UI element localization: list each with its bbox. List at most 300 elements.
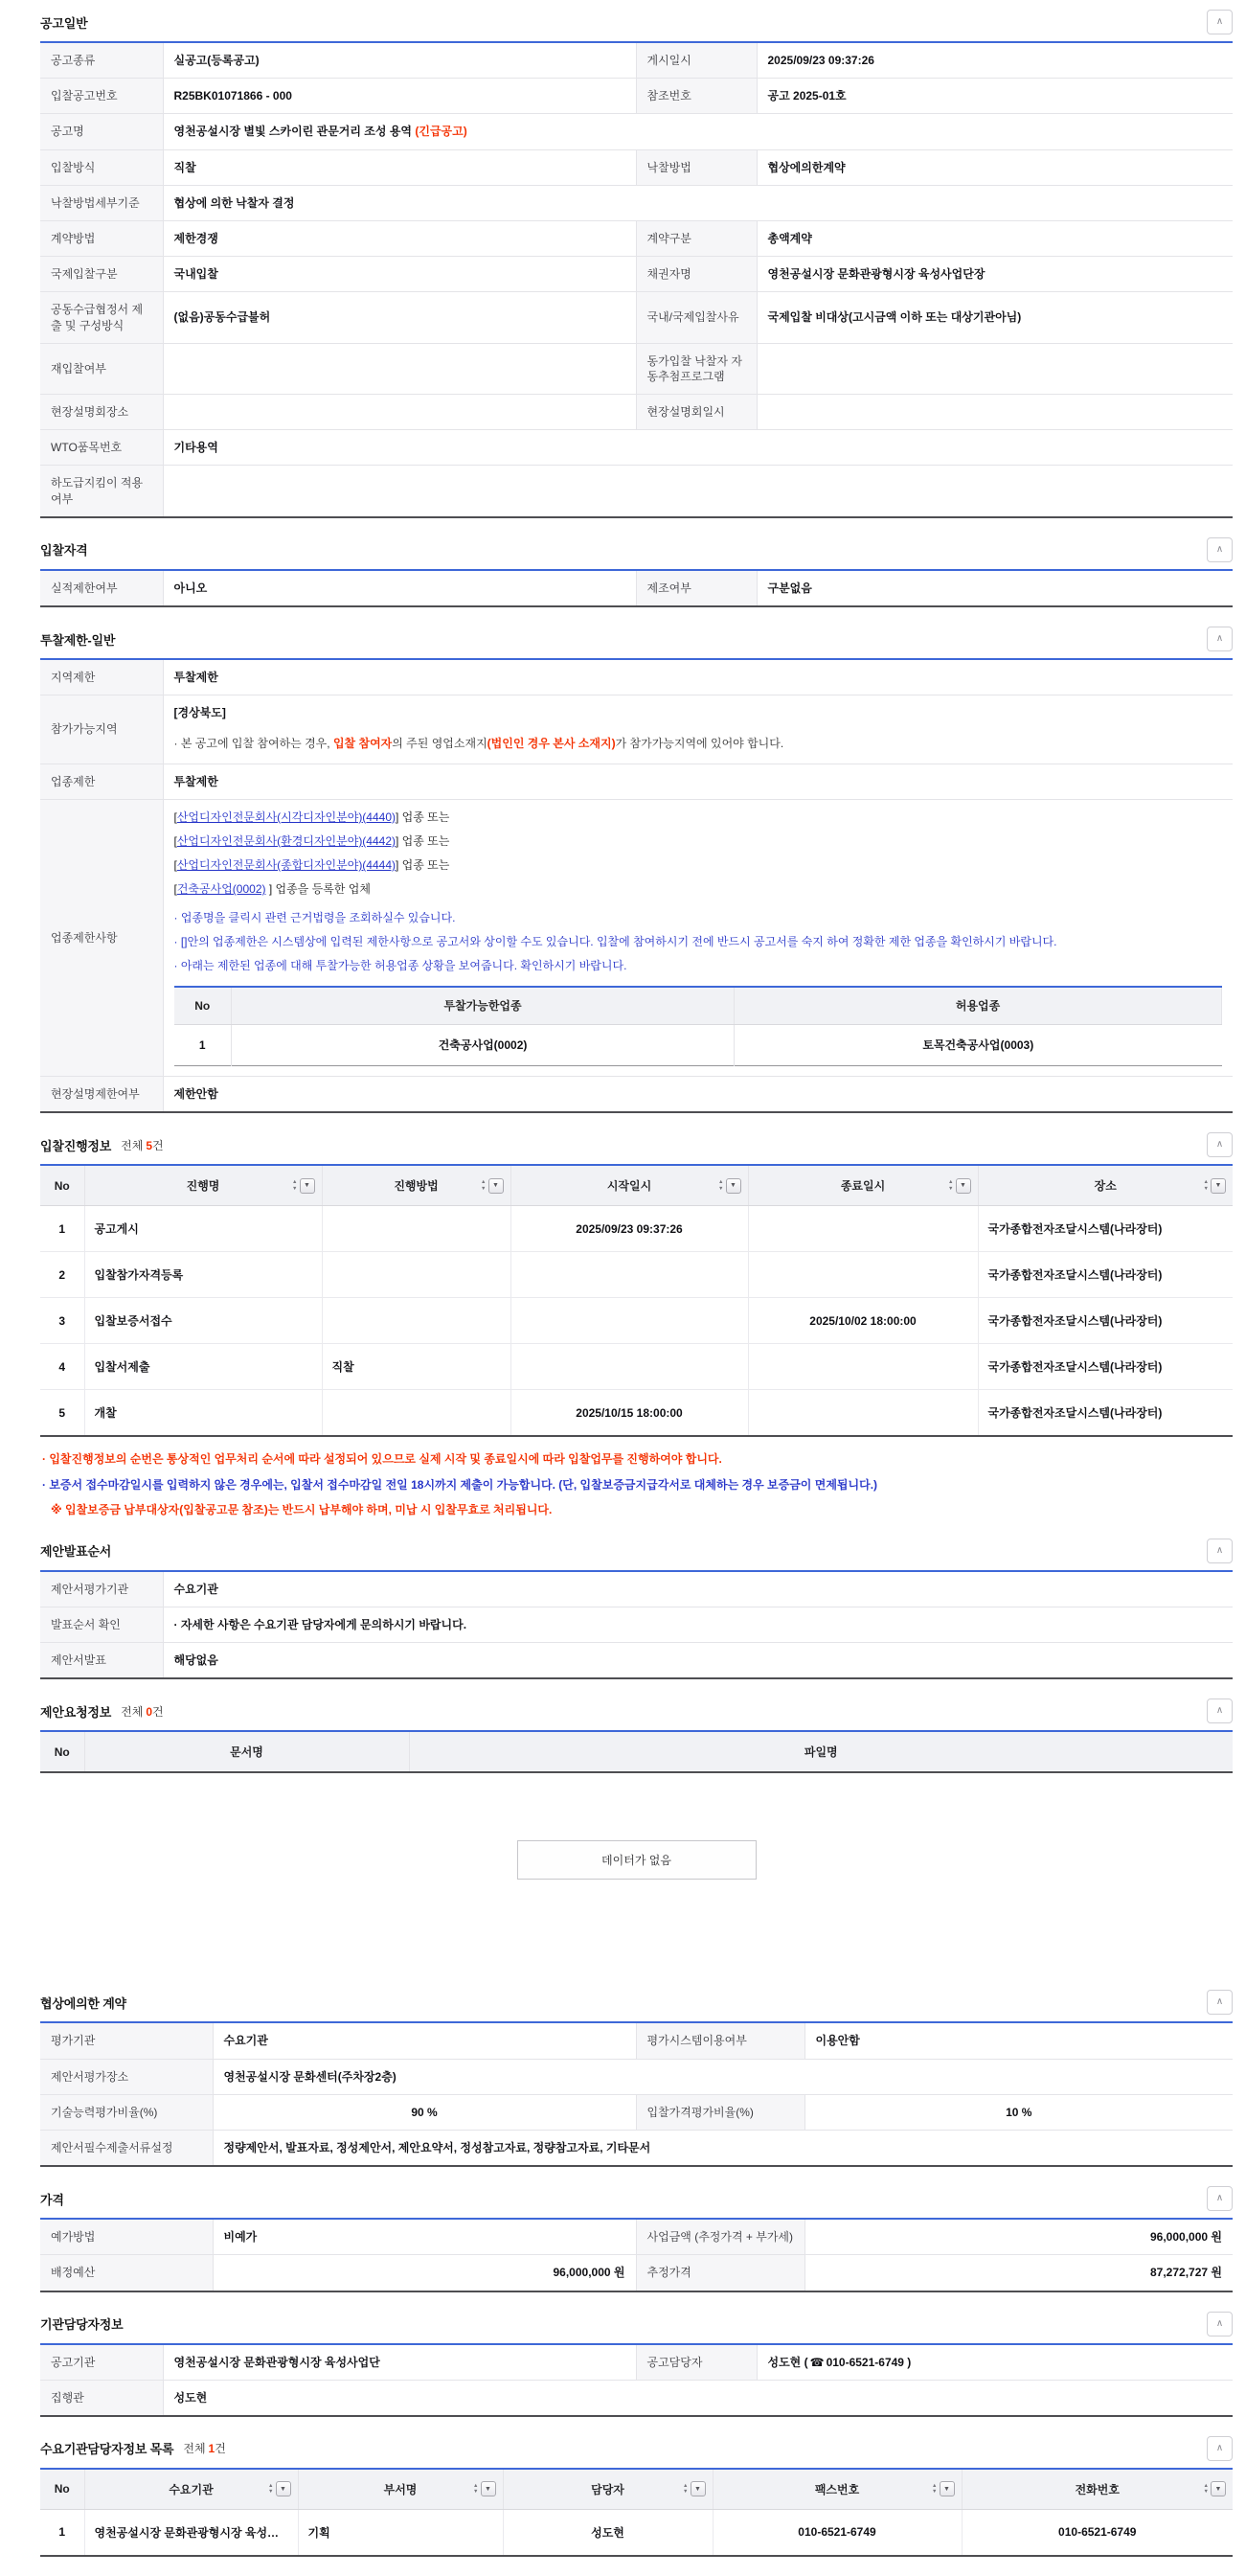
- field-label: 국내/국제입찰사유: [636, 292, 757, 343]
- sort-arrows-icon[interactable]: ▲ ▼: [292, 1179, 298, 1192]
- table-row: [40, 2380, 1233, 2416]
- field-label: 배정예산: [40, 2255, 213, 2291]
- section-rfp-info: [40, 1698, 1233, 1880]
- field-label: 참가가능지역: [40, 695, 163, 764]
- field-label: 집행관: [40, 2380, 163, 2416]
- allowed-region: [경상북도]: [173, 706, 226, 720]
- count-number: 1: [208, 2442, 215, 2456]
- count-unit: 건: [215, 2442, 226, 2456]
- collapse-section-button[interactable]: [1207, 2186, 1233, 2211]
- license-suffix: ] 업종을 등록한 업체: [265, 882, 371, 897]
- field-value: 정량제안서, 발표자료, 정성제안서, 제안요약서, 정성참고자료, 정량참고자료, 기타문서: [213, 2130, 1233, 2166]
- field-label: 현장설명제한여부: [40, 1076, 163, 1112]
- field-value: 87,272,727 원: [804, 2255, 1233, 2291]
- chevron-up-icon: ∧: [1215, 2193, 1224, 2204]
- allowed-industry: 토목건축공사업(0003): [735, 1024, 1222, 1065]
- field-label: 동가입찰 낙찰자 자동추첨프로그램: [636, 343, 757, 394]
- filter-dropdown-icon[interactable]: ▼: [691, 2481, 706, 2496]
- section-title: 투찰제한-일반: [40, 632, 116, 648]
- table-row: [40, 2219, 1233, 2255]
- end-datetime: [748, 1206, 978, 1252]
- phone-icon: ☎: [809, 2355, 825, 2369]
- filter-dropdown-icon[interactable]: ▼: [940, 2481, 955, 2496]
- place: 국가종합전자조달시스템(나라장터): [978, 1390, 1233, 1437]
- filter-dropdown-icon[interactable]: ▼: [481, 2481, 496, 2496]
- field-value: 투찰제한: [173, 671, 218, 684]
- place: 국가종합전자조달시스템(나라장터): [978, 1206, 1233, 1252]
- column-header-step-name: 진행명 ▲ ▼ ▼: [84, 1165, 322, 1206]
- section-title: 입찰진행정보: [40, 1138, 112, 1153]
- table-row: [40, 1643, 1233, 1679]
- contact-phone: 010-6521-6749 ): [826, 2355, 912, 2369]
- table-row: [40, 1076, 1233, 1112]
- field-label: WTO품목번호: [40, 430, 163, 466]
- table-row: [40, 1298, 1233, 1344]
- collapse-section-button[interactable]: [1207, 1539, 1233, 1563]
- sort-arrows-icon[interactable]: ▲ ▼: [1203, 2483, 1209, 2496]
- license-requirement: [174, 881, 1223, 897]
- demand-agency: 영천공설시장 문화관광형시장 육성…: [84, 2509, 298, 2556]
- table-row: [40, 2344, 1233, 2381]
- filter-dropdown-icon[interactable]: ▼: [300, 1178, 315, 1194]
- field-label: 실적제한여부: [40, 570, 163, 606]
- table-row: [40, 430, 1233, 466]
- step-method: [322, 1252, 510, 1298]
- field-value: [163, 114, 1233, 149]
- license-suffix: ] 업종 또는: [396, 833, 450, 848]
- phone-number: 010-6521-6749: [962, 2509, 1233, 2556]
- field-label: 사업금액 (추정가격 + 부가세): [636, 2219, 804, 2255]
- step-name: 입찰서제출: [84, 1344, 322, 1390]
- column-header-step-method: 진행방법 ▲ ▼ ▼: [322, 1165, 510, 1206]
- field-value: [757, 343, 1233, 394]
- collapse-section-button[interactable]: [1207, 2436, 1233, 2461]
- chevron-up-icon: ∧: [1215, 1139, 1224, 1151]
- sort-control: [683, 2481, 705, 2496]
- filter-dropdown-icon[interactable]: ▼: [956, 1178, 971, 1194]
- step-method: [322, 1390, 510, 1437]
- collapse-section-button[interactable]: [1207, 1132, 1233, 1157]
- field-value: 수요기관: [173, 1582, 218, 1596]
- table-row: [174, 1024, 1222, 1065]
- field-label: 업종제한사항: [40, 799, 163, 1076]
- field-label: 제안서발표: [40, 1643, 163, 1679]
- table-row: [40, 466, 1233, 517]
- table-row: [40, 570, 1233, 606]
- field-value: 수요기관: [223, 2034, 268, 2048]
- field-label: 입찰방식: [40, 149, 163, 185]
- note-highlight: (법인인 경우 본사 소재지): [487, 737, 616, 751]
- field-value: [757, 2344, 1233, 2381]
- row-number: 5: [40, 1390, 84, 1437]
- license-suffix: ] 업종 또는: [396, 858, 450, 873]
- table-row: [40, 79, 1233, 114]
- license-requirement: [174, 833, 1223, 849]
- step-method: [322, 1206, 510, 1252]
- step-method: [322, 1298, 510, 1344]
- field-label: 공고명: [40, 114, 163, 149]
- sort-control: [932, 2481, 954, 2496]
- field-value: 96,000,000 원: [213, 2255, 636, 2291]
- sort-arrows-icon[interactable]: ▲ ▼: [473, 2483, 479, 2496]
- note-red: ※ 입찰보증금 납부대상자(입찰공고문 참조)는 반드시 납부해야 하며, 미납 시 입찰무효로 처리됩니다.: [51, 1503, 553, 1517]
- presentation-table: [40, 1570, 1233, 1680]
- row-number: 3: [40, 1298, 84, 1344]
- table-header-row: [40, 2469, 1233, 2510]
- field-label: 게시일시: [636, 42, 757, 79]
- industry-note: · 업종명을 클릭시 관련 근거법령을 조회하실수 있습니다.: [173, 910, 456, 924]
- table-row: [40, 2255, 1233, 2291]
- total-label: 전체: [183, 2442, 206, 2456]
- field-label: 국제입찰구분: [40, 257, 163, 292]
- column-header-demand-agency: 수요기관 ▲ ▼ ▼: [84, 2469, 298, 2510]
- field-label: 지역제한: [40, 659, 163, 695]
- section-bid-progress: [40, 1132, 1233, 1519]
- sort-arrows-icon[interactable]: ▲ ▼: [683, 2483, 689, 2496]
- column-header-contact-person: 담당자 ▲ ▼ ▼: [503, 2469, 713, 2510]
- start-datetime: 2025/09/23 09:37:26: [510, 1206, 748, 1252]
- bracket: [: [173, 833, 177, 848]
- section-title: 가격: [40, 2192, 64, 2207]
- section-general-notice: [40, 10, 1233, 518]
- table-row: [40, 2130, 1233, 2166]
- end-datetime: 2025/10/02 18:00:00: [748, 1298, 978, 1344]
- table-row: [40, 42, 1233, 79]
- place: 국가종합전자조달시스템(나라장터): [978, 1344, 1233, 1390]
- field-label: 낙찰방법: [636, 149, 757, 185]
- industry-restriction-detail: [163, 799, 1233, 1076]
- start-datetime: 2025/10/15 18:00:00: [510, 1390, 748, 1437]
- chevron-up-icon: ∧: [1215, 1544, 1224, 1556]
- field-label: 제안서평가기관: [40, 1571, 163, 1607]
- table-row: [40, 1206, 1233, 1252]
- demand-agency-contact-table: [40, 2468, 1233, 2557]
- bid-progress-notes: [42, 1450, 1231, 1519]
- field-value: [163, 695, 1233, 764]
- field-value: 직찰: [163, 149, 636, 185]
- end-datetime: [748, 1252, 978, 1298]
- sort-control: [718, 1178, 740, 1194]
- bracket: [: [173, 882, 177, 897]
- field-value: 협상에 의한 낙찰자 결정: [163, 185, 1233, 220]
- column-header-biddable-industry: 투찰가능한업종: [232, 987, 735, 1025]
- column-header-file-name: 파일명: [409, 1731, 1233, 1772]
- note-text: 의 주된 영업소재지: [392, 737, 487, 751]
- bid-progress-table: [40, 1164, 1233, 1437]
- sort-arrows-icon[interactable]: ▲ ▼: [932, 2483, 938, 2496]
- region-note: [174, 736, 1223, 751]
- total-count: [121, 1703, 163, 1720]
- field-label: 공고종류: [40, 42, 163, 79]
- contact-person: 성도현: [503, 2509, 713, 2556]
- filter-dropdown-icon[interactable]: ▼: [726, 1178, 741, 1194]
- table-row: [40, 799, 1233, 1076]
- section-price: [40, 2186, 1233, 2291]
- field-value: 영천공설시장 문화관광형시장 육성사업단장: [757, 257, 1233, 292]
- column-header-no: No: [40, 1165, 84, 1206]
- field-label: 평가시스템이용여부: [636, 2022, 804, 2059]
- section-header: [40, 2312, 1233, 2337]
- department: 기획: [298, 2509, 503, 2556]
- start-datetime: [510, 1298, 748, 1344]
- industry-note: · 아래는 제한된 업종에 대해 투찰가능한 허용업종 상황을 보여줍니다. 확인하시기 바랍니다.: [173, 958, 627, 972]
- section-title: 입찰자격: [40, 543, 88, 559]
- field-label: 발표순서 확인: [40, 1607, 163, 1643]
- chevron-up-icon: ∧: [1215, 2317, 1224, 2329]
- field-value: 해당없음: [163, 1643, 1233, 1679]
- column-header-phone-number: 전화번호 ▲ ▼ ▼: [962, 2469, 1233, 2510]
- column-header-place: 장소 ▲ ▼ ▼: [978, 1165, 1233, 1206]
- table-row: [40, 695, 1233, 764]
- sort-arrows-icon[interactable]: ▲ ▼: [948, 1179, 954, 1192]
- table-row: [40, 257, 1233, 292]
- sort-control: [948, 1178, 970, 1194]
- table-row: [40, 220, 1233, 256]
- total-label: 전체: [121, 1704, 144, 1719]
- filter-dropdown-icon[interactable]: ▼: [488, 1178, 504, 1194]
- field-label: 업종제한: [40, 764, 163, 799]
- industry-code-link[interactable]: 산업디자인전문회사(종합디자인분야)(4444): [176, 858, 396, 873]
- field-value: 영천공설시장 문화관광형시장 육성사업단: [173, 2355, 380, 2369]
- license-suffix: ] 업종 또는: [396, 809, 450, 824]
- section-header: [40, 10, 1233, 34]
- field-value: [163, 466, 1233, 517]
- general-info-table: [40, 41, 1233, 518]
- start-datetime: [510, 1344, 748, 1390]
- agency-contact-table: [40, 2343, 1233, 2417]
- table-row: [40, 343, 1233, 394]
- note-blue: · 보증서 접수마감일시를 입력하지 않은 경우에는, 입찰서 접수마감일 전일 18시까지 제출이 가능합니다. (단, 입찰보증금지급각서로 대체하는 경우 보증금이 면제됩니다.): [42, 1477, 878, 1492]
- field-value: 투찰제한: [163, 764, 1233, 799]
- table-row: [40, 2059, 1233, 2094]
- field-value: 비예가: [223, 2230, 258, 2245]
- table-row: [40, 1390, 1233, 1437]
- field-value: 공고 2025-01호: [757, 79, 1233, 114]
- note-red: · 입찰진행정보의 순번은 통상적인 업무처리 순서에 따라 설정되어 있으므로 실제 시작 및 종료일시에 따라 입찰업무를 진행하여야 합니다.: [42, 1452, 722, 1467]
- license-requirement: [174, 857, 1223, 873]
- section-header: [40, 1698, 1233, 1723]
- field-value: 실공고(등록공고): [173, 54, 260, 67]
- table-row: [40, 292, 1233, 343]
- end-datetime: [748, 1390, 978, 1437]
- field-value: [163, 395, 636, 430]
- table-row: [40, 764, 1233, 799]
- field-label: 평가기관: [40, 2022, 213, 2059]
- count-number: 0: [146, 1704, 153, 1719]
- field-label: 하도급지킴이 적용여부: [40, 466, 163, 517]
- price-table: [40, 2218, 1233, 2291]
- section-agency-contact: [40, 2312, 1233, 2417]
- column-header-allowed-industry: 허용업종: [735, 987, 1222, 1025]
- bid-notice-detail-page: [40, 0, 1233, 2557]
- place: 국가종합전자조달시스템(나라장터): [978, 1252, 1233, 1298]
- license-requirement: [174, 809, 1223, 825]
- filter-dropdown-icon[interactable]: ▼: [1211, 1178, 1226, 1194]
- end-datetime: [748, 1344, 978, 1390]
- field-label: 제안서평가장소: [40, 2059, 213, 2094]
- field-value: 총액계약: [757, 220, 1233, 256]
- industry-code-link[interactable]: 산업디자인전문회사(환경디자인분야)(4442): [176, 833, 396, 848]
- table-row: [40, 185, 1233, 220]
- field-value: (없음)공동수급불허: [163, 292, 636, 343]
- filter-dropdown-icon[interactable]: ▼: [1211, 2481, 1226, 2496]
- table-row: [40, 2094, 1233, 2130]
- field-value: 국내입찰: [163, 257, 636, 292]
- chevron-up-icon: ∧: [1215, 633, 1224, 644]
- field-value: 제한안함: [163, 1076, 1233, 1112]
- field-value: 2025/09/23 09:37:26: [767, 54, 874, 67]
- notice-name: 영천공설시장 별빛 스카이린 관문거리 조성 용역: [173, 125, 413, 139]
- field-value: 96,000,000 원: [1150, 2230, 1222, 2245]
- field-value: 국제입찰 비대상(고시금액 이하 또는 대상기관아님): [757, 292, 1233, 343]
- field-label: 계약방법: [40, 220, 163, 256]
- note-text: · 본 공고에 입찰 참여하는 경우,: [173, 737, 333, 751]
- table-row: [40, 114, 1233, 149]
- sort-arrows-icon[interactable]: ▲ ▼: [481, 1179, 487, 1192]
- field-label: 추정가격: [636, 2255, 804, 2291]
- urgent-badge: (긴급공고): [415, 125, 467, 139]
- section-header: [40, 1132, 1233, 1157]
- note-highlight: 입찰 참여자: [332, 737, 393, 751]
- column-header-end-datetime: 종료일시 ▲ ▼ ▼: [748, 1165, 978, 1206]
- section-header: [40, 2186, 1233, 2211]
- collapse-section-button[interactable]: [1207, 10, 1233, 34]
- count-unit: 건: [152, 1138, 164, 1152]
- column-header-no: No: [40, 2469, 84, 2510]
- section-title: 기관담당자정보: [40, 2317, 124, 2333]
- sort-arrows-icon[interactable]: ▲ ▼: [718, 1179, 724, 1192]
- table-header-row: [174, 987, 1222, 1025]
- field-label: 재입찰여부: [40, 343, 163, 394]
- field-value: 90 %: [213, 2094, 636, 2130]
- section-negotiated-contract: [40, 1990, 1233, 2167]
- sort-control: [1204, 2481, 1226, 2496]
- section-bid-qualification: [40, 537, 1233, 607]
- column-header-no: No: [174, 987, 232, 1025]
- count-unit: 건: [152, 1704, 164, 1719]
- row-number: 4: [40, 1344, 84, 1390]
- field-value: 아니오: [173, 581, 208, 595]
- sort-arrows-icon[interactable]: ▲ ▼: [1203, 1179, 1209, 1192]
- step-name: 개찰: [84, 1390, 322, 1437]
- table-row: [40, 2022, 1233, 2059]
- table-header-row: [40, 1165, 1233, 1206]
- step-name: 입찰보증서접수: [84, 1298, 322, 1344]
- section-proposal-presentation-order: [40, 1539, 1233, 1680]
- table-row: [40, 1571, 1233, 1607]
- row-number: 1: [58, 2525, 66, 2540]
- collapse-section-button[interactable]: [1207, 627, 1233, 651]
- field-label: 입찰가격평가비율(%): [636, 2094, 804, 2130]
- chevron-up-icon: ∧: [1215, 543, 1224, 555]
- sort-control: [473, 2481, 495, 2496]
- collapse-section-button[interactable]: [1207, 1990, 1233, 2015]
- field-value: [757, 395, 1233, 430]
- column-header-start-datetime: 시작일시 ▲ ▼ ▼: [510, 1165, 748, 1206]
- biddable-industry: 건축공사업(0002): [232, 1024, 735, 1065]
- contact-name: 성도현 (: [767, 2355, 808, 2369]
- field-label: 입찰공고번호: [40, 79, 163, 114]
- section-bidding-restriction: [40, 627, 1233, 1113]
- step-name: 입찰참가자격등록: [84, 1252, 322, 1298]
- industry-note: · []안의 업종제한은 시스템상에 입력된 제한사항으로 공고서와 상이할 수도 있습니다. 입찰에 참여하시기 전에 반드시 공고서를 숙지 하여 정확한 제한 업종을 확인하시기 바랍니다.: [173, 934, 1057, 948]
- bracket: [: [173, 858, 177, 873]
- row-number: 2: [40, 1252, 84, 1298]
- field-label: 공동수급협정서 제출 및 구성방식: [40, 292, 163, 343]
- field-label: 제조여부: [636, 570, 757, 606]
- total-count: [121, 1137, 163, 1153]
- section-title: 공고일반: [40, 15, 88, 31]
- field-label: 공고담당자: [636, 2344, 757, 2381]
- field-value: 이용안함: [815, 2034, 860, 2048]
- collapse-section-button[interactable]: [1207, 537, 1233, 562]
- row-number: 1: [58, 1221, 66, 1236]
- fax-number: 010-6521-6749: [713, 2509, 962, 2556]
- field-label: 기술능력평가비율(%): [40, 2094, 213, 2130]
- industry-notes: [174, 909, 1223, 974]
- section-header: [40, 2436, 1233, 2461]
- restriction-table: [40, 658, 1233, 1113]
- field-value: 10 %: [804, 2094, 1233, 2130]
- no-data-message: 데이터가 없음: [517, 1840, 757, 1880]
- row-number: 1: [198, 1037, 206, 1052]
- table-row: [40, 2509, 1233, 2556]
- table-row: [40, 1344, 1233, 1390]
- chevron-up-icon: ∧: [1215, 1996, 1224, 2008]
- section-title: 협상에의한 계약: [40, 1995, 126, 2011]
- industry-code-link[interactable]: 산업디자인전문회사(시각디자인분야)(4440): [176, 809, 396, 824]
- column-header-fax-number: 팩스번호 ▲ ▼ ▼: [713, 2469, 962, 2510]
- field-label: 제안서필수제출서류설정: [40, 2130, 213, 2166]
- field-value: 협상에의한계약: [757, 149, 1233, 185]
- table-row: [40, 1252, 1233, 1298]
- field-label: 계약구분: [636, 220, 757, 256]
- collapse-section-button[interactable]: [1207, 2312, 1233, 2337]
- bracket: [: [173, 809, 177, 824]
- field-label: 현장설명회장소: [40, 395, 163, 430]
- table-row: [40, 659, 1233, 695]
- field-value: 성도현: [163, 2380, 1233, 2416]
- section-title: 제안요청정보: [40, 1704, 112, 1720]
- field-value: 구분없음: [767, 581, 812, 595]
- allowed-industry-table: [174, 986, 1223, 1066]
- field-value: · 자세한 사항은 수요기관 담당자에게 문의하시기 바랍니다.: [163, 1607, 1233, 1643]
- table-row: [40, 1607, 1233, 1643]
- field-label: 참조번호: [636, 79, 757, 114]
- sort-arrows-icon[interactable]: ▲ ▼: [268, 2483, 274, 2496]
- count-number: 5: [146, 1138, 153, 1152]
- column-header-no: No: [40, 1731, 84, 1772]
- field-value: 제한경쟁: [163, 220, 636, 256]
- field-value: 기타용역: [163, 430, 1233, 466]
- field-value: [163, 343, 636, 394]
- step-method: 직찰: [322, 1344, 510, 1390]
- filter-dropdown-icon[interactable]: ▼: [276, 2481, 291, 2496]
- industry-code-link[interactable]: 건축공사업(0002): [176, 882, 266, 897]
- sort-control: [292, 1178, 314, 1194]
- total-count: [183, 2440, 225, 2456]
- chevron-up-icon: ∧: [1215, 16, 1224, 27]
- table-row: [40, 149, 1233, 185]
- section-title: 제안발표순서: [40, 1544, 112, 1560]
- field-value: 영천공설시장 문화센터(주차장2층): [213, 2059, 1233, 2094]
- field-label: 채권자명: [636, 257, 757, 292]
- collapse-section-button[interactable]: [1207, 1698, 1233, 1723]
- place: 국가종합전자조달시스템(나라장터): [978, 1298, 1233, 1344]
- column-header-department: 부서명 ▲ ▼ ▼: [298, 2469, 503, 2510]
- rfp-document-table: [40, 1730, 1233, 1773]
- section-header: [40, 627, 1233, 651]
